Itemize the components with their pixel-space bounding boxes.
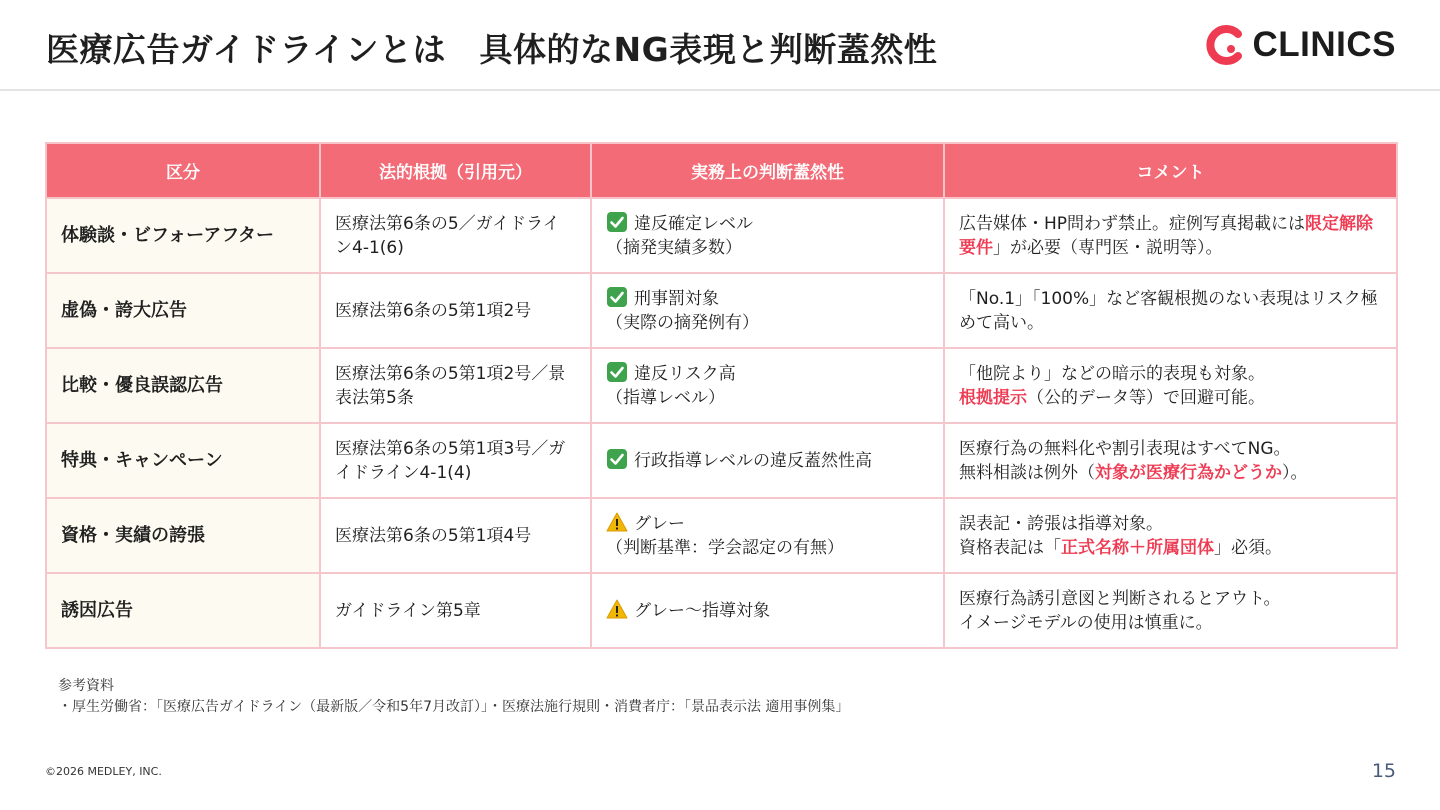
comment-line-1: 誤表記・誇張は指導対象。 (959, 513, 1163, 534)
warning-icon (606, 598, 628, 620)
comment-line-2 (959, 611, 1382, 635)
row-probability (591, 498, 944, 573)
check-icon (606, 286, 628, 308)
probability-line-1 (606, 361, 929, 386)
comment-line-2 (959, 536, 1382, 560)
row-probability (591, 198, 944, 273)
table-row (46, 498, 1397, 573)
table-row (46, 198, 1397, 273)
page-number: 15 (1371, 760, 1396, 782)
comment-text-end: ）。 (1282, 462, 1308, 483)
comment-line-1: 医療行為誘引意図と判断されるとアウト。 (959, 588, 1281, 609)
probability-label: グレー〜指導対象 (634, 601, 770, 621)
comment-text: 広告媒体・HP問わず禁止。症例写真掲載には (959, 213, 1306, 234)
row-probability (591, 273, 944, 348)
row-legal-basis: 医療法第6条の5第1項3号／ガイドライン4-1(4) (320, 423, 591, 498)
probability-label: 刑事罰対象 (634, 289, 719, 309)
page-title: 医療広告ガイドラインとは 具体的なNG表現と判断蓋然性 (46, 30, 938, 69)
column-header-category: 区分 (46, 143, 320, 198)
row-category: 特典・キャンペーン (46, 423, 320, 498)
row-comment (944, 498, 1397, 573)
comment-line-2 (959, 386, 1382, 410)
column-header-basis: 法的根拠（引用元） (320, 143, 591, 198)
row-comment (944, 573, 1397, 648)
header-divider (0, 89, 1440, 91)
row-category: 比較・優良誤認広告 (46, 348, 320, 423)
row-category: 誘因広告 (46, 573, 320, 648)
comment-highlight: 正式名称＋所属団体 (1061, 537, 1214, 558)
comment-line-2 (959, 461, 1382, 485)
references (58, 676, 849, 718)
row-category: 体験談・ビフォーアフター (46, 198, 320, 273)
probability-line-1 (606, 211, 929, 236)
row-comment (944, 423, 1397, 498)
probability-line-1 (606, 598, 929, 623)
probability-line-2: （指導レベル） (606, 388, 725, 408)
row-comment (944, 198, 1397, 273)
column-header-probability: 実務上の判断蓋然性 (591, 143, 944, 198)
comment-text: 無料相談は例外（ (959, 462, 1095, 483)
ng-expression-table (45, 142, 1398, 649)
comment-text: 資格表記は「 (959, 537, 1061, 558)
probability-line-2: （判断基準：学会認定の有無） (606, 538, 844, 558)
row-legal-basis: 医療法第6条の5第1項2号／景表法第5条 (320, 348, 591, 423)
table-header-row (46, 143, 1397, 198)
comment-line-1: 医療行為の無料化や割引表現はすべてNG。 (959, 438, 1291, 459)
check-icon (606, 211, 628, 233)
row-probability (591, 423, 944, 498)
copyright: ©2026 MEDLEY, INC. (45, 765, 162, 778)
probability-line-2: （実際の摘発例有） (606, 313, 759, 333)
clinics-logo (1205, 24, 1397, 66)
probability-line-1 (606, 511, 929, 536)
table-row (46, 423, 1397, 498)
table-row (46, 348, 1397, 423)
table-row (46, 273, 1397, 348)
column-header-comment: コメント (944, 143, 1397, 198)
comment-highlight: 根拠提示 (959, 387, 1027, 408)
row-legal-basis: 医療法第6条の5第1項2号 (320, 273, 591, 348)
table-row (46, 573, 1397, 648)
warning-icon (606, 511, 628, 533)
row-legal-basis: 医療法第6条の5／ガイドライン4-1(6) (320, 198, 591, 273)
probability-line-1 (606, 448, 929, 473)
comment-text-end: （公的データ等）で回避可能。 (1027, 387, 1265, 408)
comment-line-2 (959, 212, 1382, 260)
row-legal-basis: 医療法第6条の5第1項4号 (320, 498, 591, 573)
probability-label: グレー (634, 514, 685, 534)
clinics-logo-icon (1205, 25, 1245, 65)
probability-label: 行政指導レベルの違反蓋然性高 (634, 451, 872, 471)
row-probability (591, 348, 944, 423)
comment-line-2 (959, 287, 1382, 335)
logo-text: CLINICS (1252, 25, 1396, 64)
row-category: 虚偽・誇大広告 (46, 273, 320, 348)
comment-text: イメージモデルの使用は慎重に。 (959, 612, 1213, 633)
comment-highlight: 対象が医療行為かどうか (1095, 462, 1282, 483)
references-line: ・厚生労働省：「医療広告ガイドライン（最新版／令和5年7月改訂）」・医療法施行規則・消費者庁：「景品表示法 適用事例集」 (58, 699, 850, 715)
row-probability (591, 573, 944, 648)
row-comment (944, 273, 1397, 348)
row-legal-basis: ガイドライン第5章 (320, 573, 591, 648)
row-category: 資格・実績の誇張 (46, 498, 320, 573)
comment-text: 「No.1」「100%」など客観根拠のない表現はリスク極めて高い。 (959, 288, 1378, 333)
probability-label: 違反リスク高 (634, 364, 736, 384)
probability-line-2: （摘発実績多数） (606, 238, 742, 258)
comment-text-end: 」必須。 (1214, 537, 1282, 558)
row-comment (944, 348, 1397, 423)
comment-text-end: 」が必要（専門医・説明等）。 (993, 237, 1223, 258)
check-icon (606, 448, 628, 470)
references-heading: 参考資料 (58, 678, 114, 694)
check-icon (606, 361, 628, 383)
probability-label: 違反確定レベル (634, 214, 753, 234)
comment-highlight: 限定解除要件 (959, 213, 1374, 258)
comment-line-1: 「他院より」などの暗示的表現も対象。 (959, 363, 1265, 384)
probability-line-1 (606, 286, 929, 311)
